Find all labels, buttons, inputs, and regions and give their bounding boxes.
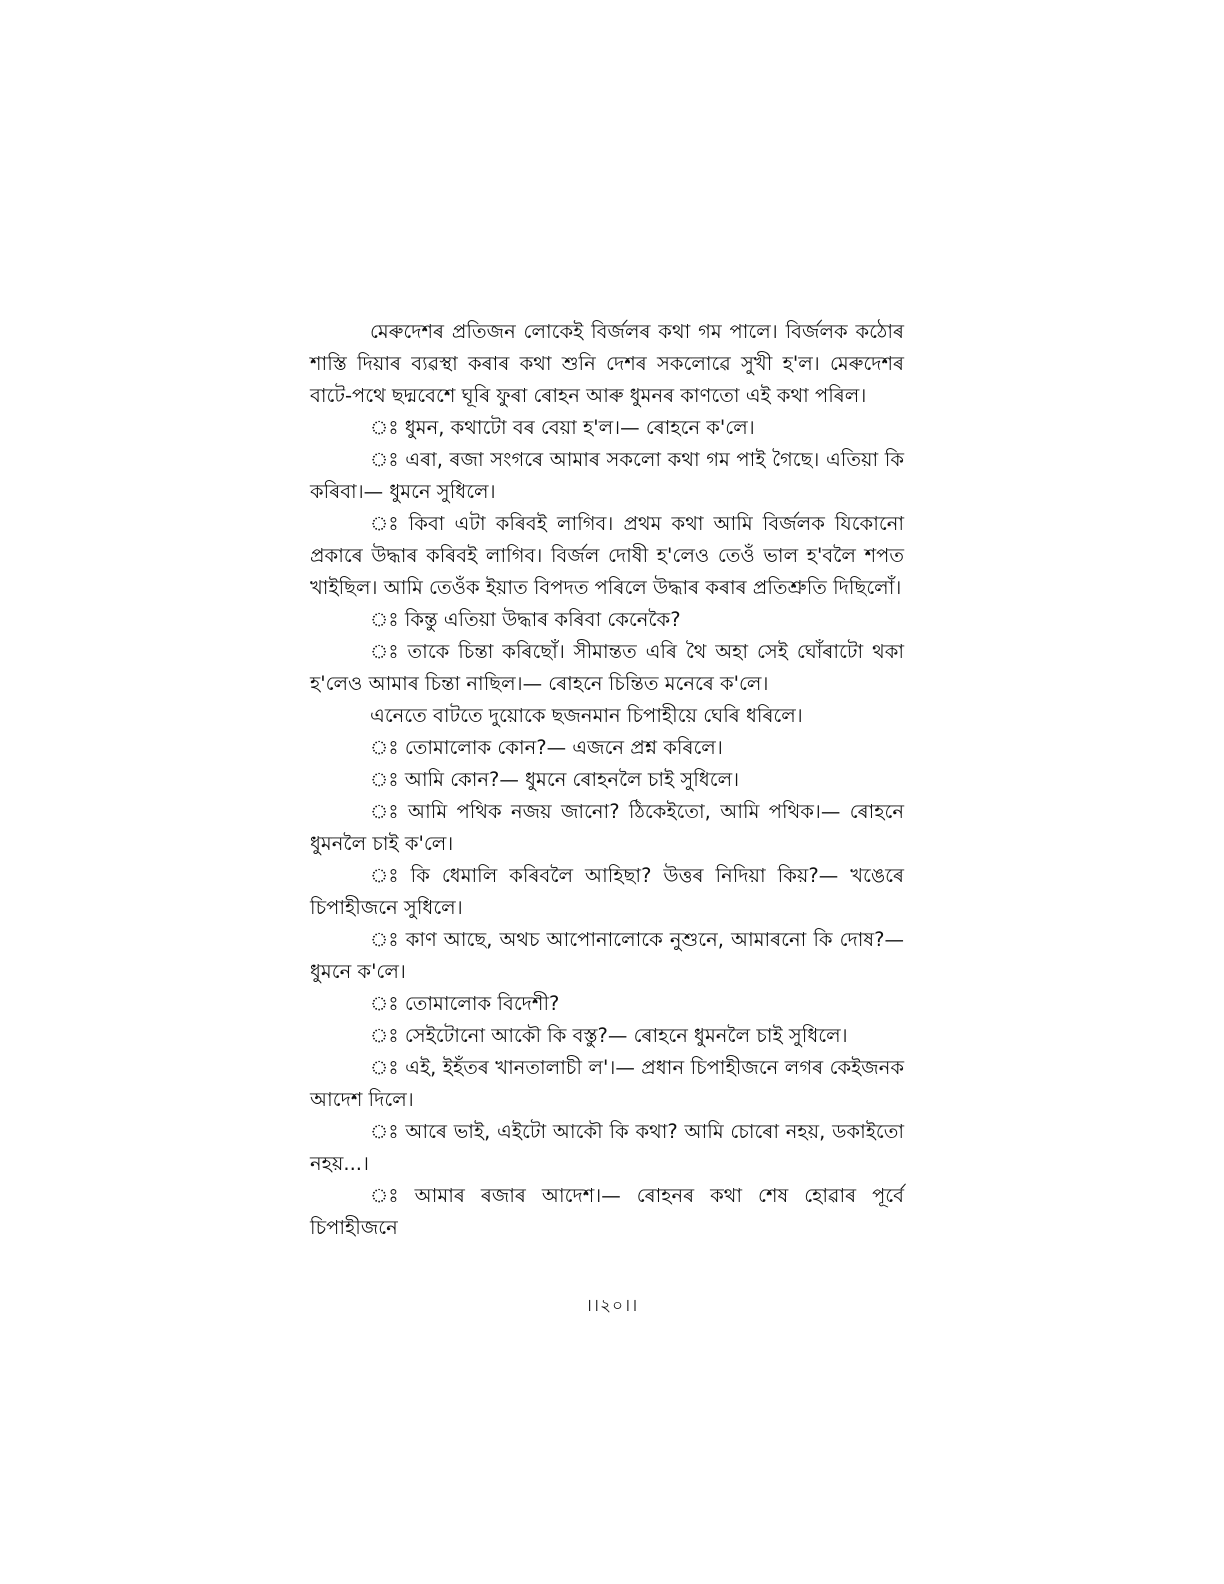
dialogue-line: ঃ কিন্তু এতিয়া উদ্ধাৰ কৰিবা কেনেকৈ? [370,608,681,631]
dialogue-line: ঃ কাণ আছে, অথচ আপোনালোকে নুশুনে, আমাৰনো কি দোষ?— ধুমনে ক'লে। [310,928,904,983]
dialogue-line: ঃ এৰা, ৰজা সংগৰে আমাৰ সকলো কথা গম পাই গৈছে। এতিয়া কি কৰিবা।— ধুমনে সুধিলে। [310,448,904,503]
paragraph: মেৰুদেশৰ প্ৰতিজন লোকেই বিৰ্জলৰ কথা গম পালে। বিৰ্জলক কঠোৰ শাস্তি দিয়াৰ ব্যৱস্থা কৰাৰ কথা শুনি দেশৰ সকলোৱে সুখী হ'ল। মেৰুদেশৰ বাটে-পথে ছদ্মবেশে ঘূৰি ফুৰা ৰোহন আৰু ধুমনৰ কাণতো এই কথা পৰিল। [310,320,904,407]
dialogue-line: ঃ তোমালোক বিদেশী? [370,992,560,1015]
dialogue-line: ঃ আৰে ভাই, এইটো আকৌ কি কথা? আমি চোৰো নহয়, ডকাইতো নহয়...। [310,1120,904,1175]
dialogue-line: ঃ সেইটোনো আকৌ কি বস্তু?— ৰোহনে ধুমনলৈ চাই সুধিলে। [370,1024,848,1047]
dialogue-line: ঃ কিবা এটা কৰিবই লাগিব। প্ৰথম কথা আমি বিৰ্জলক যিকোনো প্ৰকাৰে উদ্ধাৰ কৰিবই লাগিব। বিৰ্জল দোষী হ'লেও তেওঁ ভাল হ'বলৈ শপত খাইছিল। আমি তেওঁক ইয়াত বিপদত পৰিলে উদ্ধাৰ কৰাৰ প্ৰতিশ্ৰুতি দিছিলোঁ। [310,512,904,599]
dialogue-line: ঃ ধুমন, কথাটো বৰ বেয়া হ'ল।— ৰোহনে ক'লে। [370,416,755,439]
dialogue-line: ঃ আমি পথিক নজয় জানো? ঠিকেইতো, আমি পথিক।— ৰোহনে ধুমনলৈ চাই ক'লে। [310,800,904,855]
dialogue-line: ঃ তাকে চিন্তা কৰিছোঁ। সীমান্তত এৰি থৈ অহা সেই ঘোঁৰাটো থকা হ'লেও আমাৰ চিন্তা নাছিল।— ৰোহনে চিন্তিত মনেৰে ক'লে। [310,640,904,695]
dialogue-line: ঃ এই, ইহঁতৰ খানতালাচী ল'।— প্ৰধান চিপাহীজনে লগৰ কেইজনক আদেশ দিলে। [310,1056,904,1111]
dialogue-line: ঃ আমি কোন?— ধুমনে ৰোহনলৈ চাই সুধিলে। [370,768,740,791]
paragraph: এনেতে বাটতে দুয়োকে ছজনমান চিপাহীয়ে ঘেৰি ধৰিলে। [370,704,803,727]
page-body [310,316,904,1244]
dialogue-line: ঃ কি ধেমালি কৰিবলৈ আহিছা? উত্তৰ নিদিয়া কিয়?— খঙেৰে চিপাহীজনে সুধিলে। [310,864,904,919]
page-number: ।।২০।। [585,1296,639,1316]
dialogue-line: ঃ আমাৰ ৰজাৰ আদেশ।— ৰোহনৰ কথা শেষ হোৱাৰ পূৰ্বে চিপাহীজনে [310,1184,904,1239]
dialogue-line: ঃ তোমালোক কোন?— এজনে প্ৰশ্ন কৰিলে। [370,736,723,759]
